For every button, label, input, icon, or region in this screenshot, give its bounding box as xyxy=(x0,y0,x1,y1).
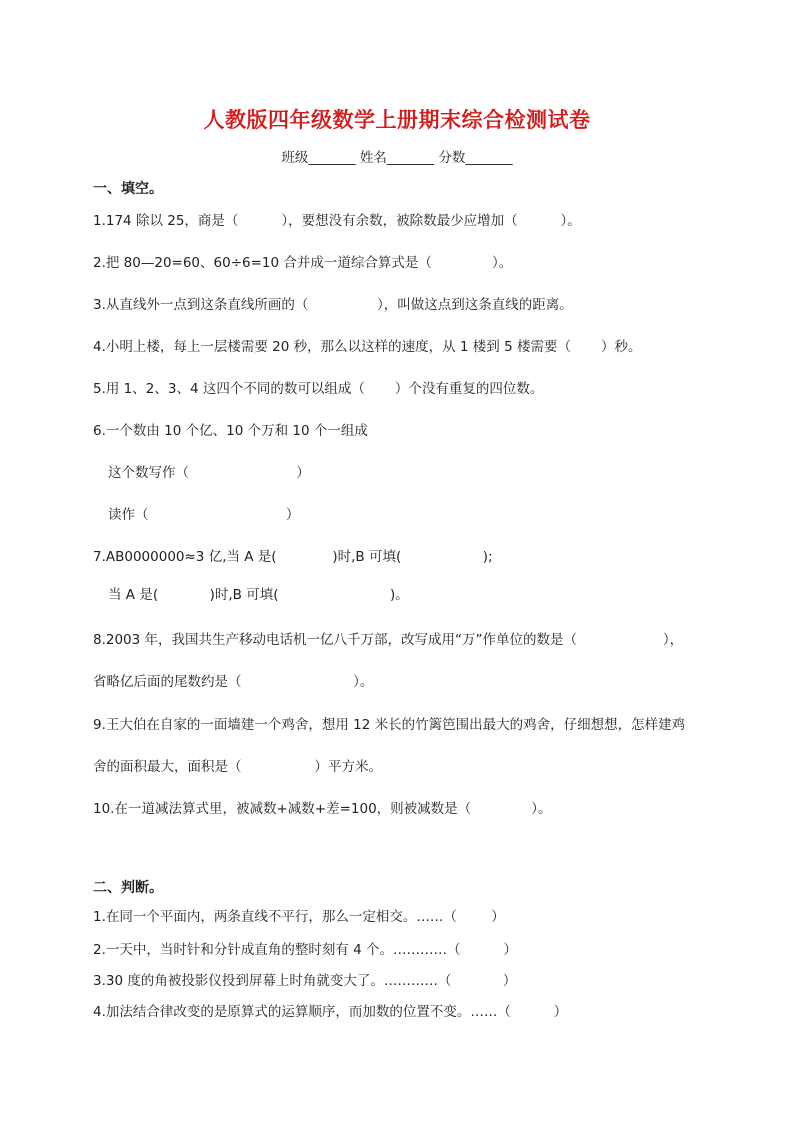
judgement-line: 4.加法结合律改变的是原算式的运算顺序，而加数的位置不变。……（ ） xyxy=(93,1004,568,1020)
header-fields: 班级_______ 姓名_______ 分数_______ xyxy=(281,150,513,166)
question-line: 4.小明上楼，每上一层楼需要 20 秒，那么以这样的速度，从 1 楼到 5 楼需要（ ）秒。 xyxy=(93,339,642,355)
section-heading-fill-blank: 一、填空。 xyxy=(93,181,163,197)
question-line: 2.把 80—20=60、60÷6=10 合并成一道综合算式是（ ）。 xyxy=(93,255,513,271)
question-line: 6.一个数由 10 个亿、10 个万和 10 个一组成 xyxy=(93,423,368,439)
question-line: 省略亿后面的尾数约是（ ）。 xyxy=(93,674,374,690)
question-line: 3.从直线外一点到这条直线所画的（ ），叫做这点到这条直线的距离。 xyxy=(93,297,573,313)
question-line: 舍的面积最大，面积是（ ）平方米。 xyxy=(93,759,382,775)
question-subline: 这个数写作（ ） xyxy=(108,465,310,481)
question-line: 5.用 1、2、3、4 这四个不同的数可以组成（ ）个没有重复的四位数。 xyxy=(93,381,544,397)
judgement-line: 2.一天中，当时针和分针成直角的整时刻有 4 个。…………（ ） xyxy=(93,942,517,958)
question-line: 7.AB0000000≈3 亿,当 A 是( )时,B 可填( ); xyxy=(93,549,493,565)
judgement-line: 1.在同一个平面内，两条直线不平行，那么一定相交。……（ ） xyxy=(93,909,505,925)
judgement-line: 3.30 度的角被投影仪投到屏幕上时角就变大了。…………（ ） xyxy=(93,973,517,989)
question-line: 9.王大伯在自家的一面墙建一个鸡舍，想用 12 米长的竹篱笆围出最大的鸡舍，仔细想想，怎样建鸡 xyxy=(93,717,686,733)
question-line: 8.2003 年，我国共生产移动电话机一亿八千万部，改写成用“万”作单位的数是（ ）， xyxy=(93,632,684,648)
question-line: 10.在一道减法算式里，被减数+减数+差=100，则被减数是（ ）。 xyxy=(93,801,552,817)
question-subline: 读作（ ） xyxy=(108,507,300,523)
section-heading-true-false: 二、判断。 xyxy=(93,880,163,896)
question-line: 1.174 除以 25，商是（ ），要想没有余数，被除数最少应增加（ ）。 xyxy=(93,213,581,229)
question-subline: 当 A 是( )时,B 可填( )。 xyxy=(108,587,409,603)
page-title: 人教版四年级数学上册期末综合检测试卷 xyxy=(203,108,591,132)
